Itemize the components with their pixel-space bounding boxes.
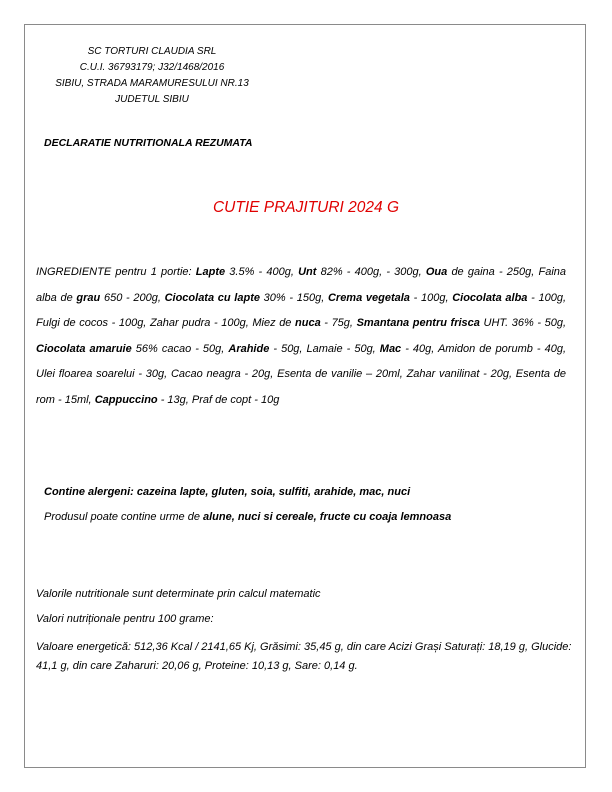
ingredient-allergen: Ciocolata amaruie — [36, 342, 132, 355]
ingredient-text: - 13g, Praf de copt - 10g — [157, 393, 280, 406]
traces-prefix: Produsul poate contine urme de — [44, 511, 203, 523]
product-title: CUTIE PRAJITURI 2024 G — [212, 199, 400, 216]
ingredient-allergen: nuca — [295, 317, 321, 329]
traces-statement — [44, 511, 451, 523]
ingredient-text: UHT. 36% - 50g, — [479, 317, 567, 329]
ingredient-text: 56% cacao - 50g, — [131, 342, 229, 355]
ingredient-text: - 75g, — [320, 317, 357, 329]
ingredient-text: 30% - 150g, — [259, 291, 328, 304]
ingredients-paragraph — [36, 260, 566, 413]
ingredient-text: - 100g, — [409, 291, 453, 304]
ingredient-allergen: Arahide — [228, 342, 270, 355]
ingredient-allergen: Ciocolata alba — [452, 291, 528, 304]
ingredient-allergen: Cappuccino — [94, 393, 158, 406]
ingredient-allergen: Unt — [298, 266, 317, 278]
company-cui: C.U.I. 36793179; J32/1468/2016 — [79, 62, 225, 73]
per-100g-note: Valori nutriționale pentru 100 grame: — [36, 613, 214, 625]
ingredient-allergen: Smantana pentru frisca — [356, 317, 480, 329]
declaration-title: DECLARATIE NUTRITIONALA REZUMATA — [44, 137, 253, 149]
ingredient-text: - 50g, Lamaie - 50g, — [269, 342, 380, 355]
company-address: SIBIU, STRADA MARAMURESULUI NR.13 — [55, 78, 249, 89]
company-name: SC TORTURI CLAUDIA SRL — [87, 46, 217, 57]
ingredient-allergen: Crema vegetala — [327, 291, 410, 304]
ingredient-allergen: Oua — [425, 266, 448, 278]
ingredient-allergen: Lapte — [195, 266, 226, 278]
company-county: JUDETUL SIBIU — [115, 94, 189, 105]
ingredient-text: - 40g, Amidon de porumb - 40g, Ulei floarea soarelui - 30g, Cacao neagra - 20g, Esenta de vanilie – 20ml, Zahar vanilinat - 20g, Esenta de rom - 15ml, — [36, 342, 566, 406]
ingredient-allergen: Mac — [379, 342, 402, 355]
ingredient-allergen: Ciocolata cu lapte — [164, 291, 260, 304]
calculation-note: Valorile nutritionale sunt determinate prin calcul matematic — [36, 588, 321, 600]
traces-list: alune, nuci si cereale, fructe cu coaja lemnoasa — [203, 511, 452, 523]
ingredient-text: 650 - 200g, — [100, 291, 165, 304]
ingredient-text: 3.5% - 400g, — [225, 266, 299, 278]
ingredient-text: de gaina - 250g, Faina alba de — [36, 266, 566, 304]
ingredient-text: 82% - 400g, - 300g, — [316, 266, 426, 278]
ingredient-text: - 100g, Fulgi de cocos - 100g, Zahar pudra - 100g, Miez de — [36, 291, 566, 329]
ingredient-text: INGREDIENTE pentru 1 portie: — [36, 266, 196, 278]
company-header — [52, 44, 252, 108]
allergens-statement: Contine alergeni: cazeina lapte, gluten, soia, sulfiti, arahide, mac, nuci — [44, 486, 411, 498]
ingredient-allergen: grau — [76, 291, 101, 304]
nutrition-values: Valoare energetică: 512,36 Kcal / 2141,65 Kj, Grăsimi: 35,45 g, din care Acizi Grași Saturați: 18,19 g, Glucide: 41,1 g, din care Zaharuri: 20,06 g, Proteine: 10,13 g, Sare: 0,14 g. — [36, 641, 572, 672]
